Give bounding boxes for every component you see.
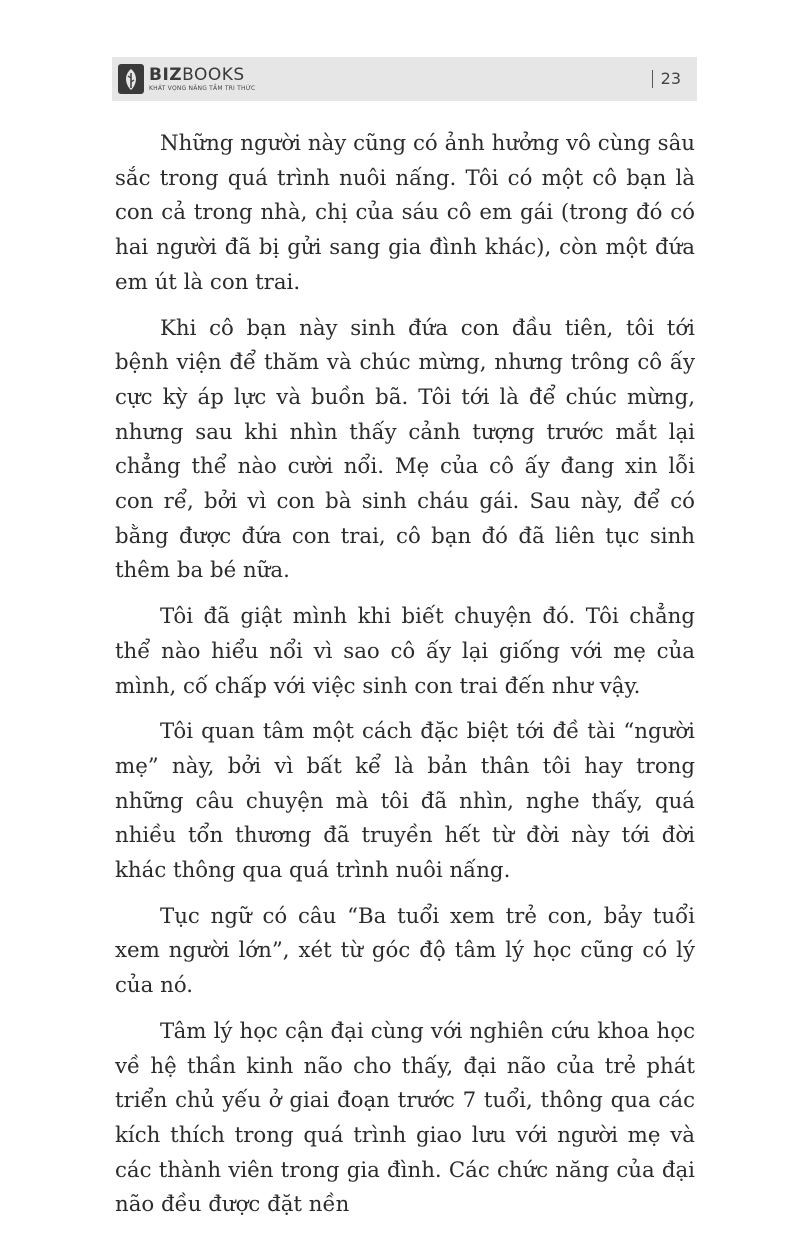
bizbooks-logo — [118, 63, 255, 95]
page-header — [112, 57, 697, 101]
paragraph: Khi cô bạn này sinh đứa con đầu tiên, tôi tới bệnh viện để thăm và chúc mừng, nhưng trông cô ấy cực kỳ áp lực và buồn bã. Tôi tới là để chúc mừng, nhưng sau khi nhìn thấy cảnh tượng trước mắt lại chẳng thể nào cười nổi. Mẹ của cô ấy đang xin lỗi con rể, bởi vì con bà sinh cháu gái. Sau này, để có bằng được đứa con trai, cô bạn đó đã liên tục sinh thêm ba bé nữa. — [115, 315, 695, 584]
logo-slogan: KHÁT VỌNG NÂNG TẦM TRI THỨC — [149, 84, 256, 92]
paragraph: Tôi quan tâm một cách đặc biệt tới đề tài “người mẹ” này, bởi vì bất kể là bản thân tôi hay trong những câu chuyện mà tôi đã nhìn, nghe thấy, quá nhiều tổn thương đã truyền hết từ đời này tới đời khác thông qua quá trình nuôi nấng. — [115, 719, 695, 884]
paragraph: Những người này cũng có ảnh hưởng vô cùng sâu sắc trong quá trình nuôi nấng. Tôi có một cô bạn là con cả trong nhà, chị của sáu cô em gái (trong đó có hai người đã bị gửi sang gia đình khác), còn một đứa em út là con trai. — [115, 131, 695, 295]
page-number: 23 — [652, 69, 681, 88]
paragraph: Tâm lý học cận đại cùng với nghiên cứu khoa học về hệ thần kinh não cho thấy, đại não của trẻ phát triển chủ yếu ở giai đoạn trước 7 tuổi, thông qua các kích thích trong quá trình giao lưu với người mẹ và các thành viên trong gia đình. Các chức năng của đại não đều được đặt nền — [115, 1018, 695, 1218]
bizbooks-emblem-icon — [118, 64, 144, 94]
paragraph: Tôi đã giật mình khi biết chuyện đó. Tôi chẳng thể nào hiểu nổi vì sao cô ấy lại giống với mẹ của mình, cố chấp với việc sinh con trai đến như vậy. — [115, 604, 695, 699]
page-number-divider — [652, 70, 653, 88]
logo-name: BIZBOOKS — [149, 64, 245, 85]
body-text — [115, 127, 695, 1234]
paragraph: Tục ngữ có câu “Ba tuổi xem trẻ con, bảy tuổi xem người lớn”, xét từ góc độ tâm lý học cũng có lý của nó. — [115, 903, 695, 999]
